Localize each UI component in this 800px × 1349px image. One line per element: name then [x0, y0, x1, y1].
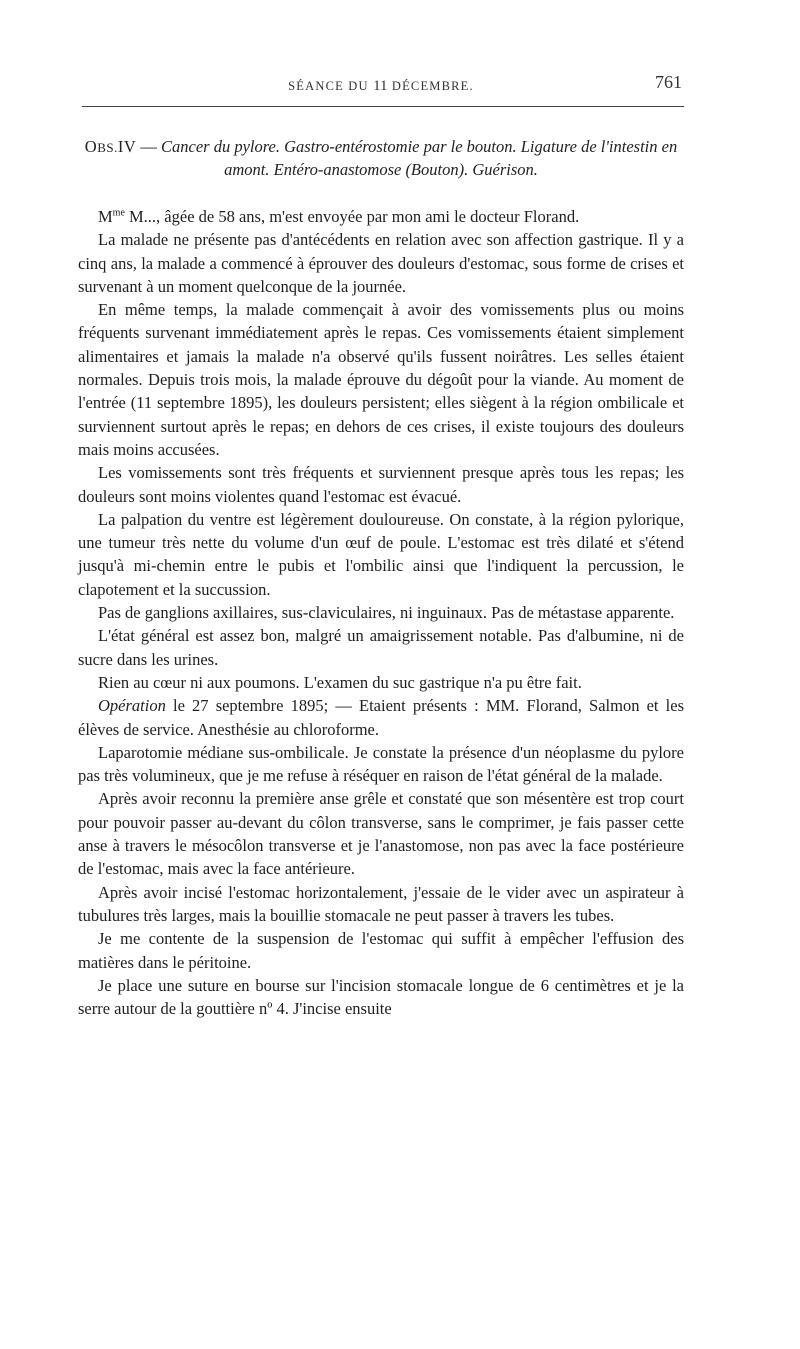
paragraph-4: Les vomissements sont très fréquents et surviennent presque après tous les repas; les douleurs sont moins violentes quand l'estomac est évacué.: [78, 463, 684, 506]
paragraph-2: La malade ne présente pas d'antécédents en relation avec son affection gastrique. Il y a cinq ans, la malade a commencé à éprouver des douleurs d'estomac, sous forme de crises et survenant à un moment quelconque de la journée.: [78, 230, 684, 296]
observation-label-num: IV: [117, 137, 137, 156]
running-head: [78, 70, 684, 104]
paragraph-6: Pas de ganglions axillaires, sus-claviculaires, ni inguinaux. Pas de métastase apparente.: [98, 603, 675, 623]
paragraph-14: Je place une suture en bourse sur l'incision stomacale longue de 6 centimètres et je la serre autour de la gouttière nº 4. J'incise ensuite: [78, 975, 684, 1019]
paragraph-9: [78, 694, 684, 741]
body-text: [78, 205, 684, 1020]
paragraph-3: En même temps, la malade commençait à avoir des vomissements plus ou moins fréquents survenant immédiatement après le repas. Ces vomissements étaient simplement alimentaires et jamais la malade n'a observé qu'ils fussent noirâtres. Les selles étaient normales. Depuis trois mois, la malade éprouve du dégoût pour la viande. Au moment de l'entrée (11 septembre 1895), les douleurs persistent; elles siègent à la région ombilicale et surviennent surtout après le repas; en dehors de ces crises, il existe toujours des douleurs mais moins accusées.: [78, 300, 684, 459]
header-rule: [82, 106, 684, 107]
running-title-num: 11: [373, 78, 388, 94]
paragraph-1: [78, 205, 684, 228]
running-title: [78, 78, 684, 95]
observation-dash: —: [136, 137, 162, 156]
observation-label: [85, 137, 137, 156]
paragraph-11: Après avoir reconnu la première anse grêle et constaté que son mésentère est trop court pour pouvoir passer au-devant du côlon transverse, sans le comprimer, je fais passer cette anse à travers le mésocôlon transverse et je l'anastomose, non pas avec la face postérieure de l'estomac, mais avec la face antérieure.: [78, 789, 684, 879]
paragraph-9-italic: Opération: [98, 696, 166, 716]
paragraph-13: Je me contente de la suspension de l'estomac qui suffit à empêcher l'effusion des matières dans le péritoine.: [78, 929, 684, 972]
paragraph-5: La palpation du ventre est légèrement douloureuse. On constate, à la région pylorique, une tumeur très nette du volume d'un œuf de poule. L'estomac est très dilaté et s'étend jusqu'à mi-chemin entre le pubis et l'ombilic ainsi que l'indiquent la percussion, le clapotement et la succussion.: [78, 509, 684, 599]
paragraph-10: Laparotomie médiane sus-ombilicale. Je constate la présence d'un néoplasme du pylore pas très volumineux, que je me refuse à réséquer en raison de l'état général de la malade.: [78, 742, 684, 786]
running-title-pre: SÉANCE DU: [288, 79, 374, 93]
page-number: 761: [655, 72, 682, 92]
paragraph-12: Après avoir incisé l'estomac horizontalement, j'essaie de le vider avec un aspirateur à tubulures très larges, mais la bouillie stomacale ne peut passer à travers les tubes.: [78, 882, 684, 925]
paragraph-7: L'état général est assez bon, malgré un amaigrissement notable. Pas d'albumine, ni de sucre dans les urines.: [78, 626, 684, 669]
observation-label-rest: BS.: [97, 140, 118, 155]
paragraph-1-sup: me: [112, 207, 125, 219]
observation-label-first: O: [84, 137, 98, 156]
observation-title: Cancer du pylore. Gastro-entérostomie par le bouton. Ligature de l'intestin en amont. Entéro-anastomose (Bouton). Guérison.: [161, 137, 678, 179]
paragraph-8: Rien au cœur ni aux poumons. L'examen du suc gastrique n'a pu être fait.: [98, 672, 582, 692]
paragraph-1-rest: M..., âgée de 58 ans, m'est envoyée par mon ami le docteur Florand.: [124, 207, 580, 226]
paragraph-1-prefix: M: [98, 207, 113, 226]
book-page: [78, 70, 684, 1020]
paragraph-9-rest: le 27 septembre 1895; — Etaient présents : MM. Florand, Salmon et les élèves de service. Anesthésie au chloroforme.: [78, 696, 684, 739]
observation-heading: [78, 104, 684, 181]
running-title-post: DÉCEMBRE.: [387, 79, 474, 93]
